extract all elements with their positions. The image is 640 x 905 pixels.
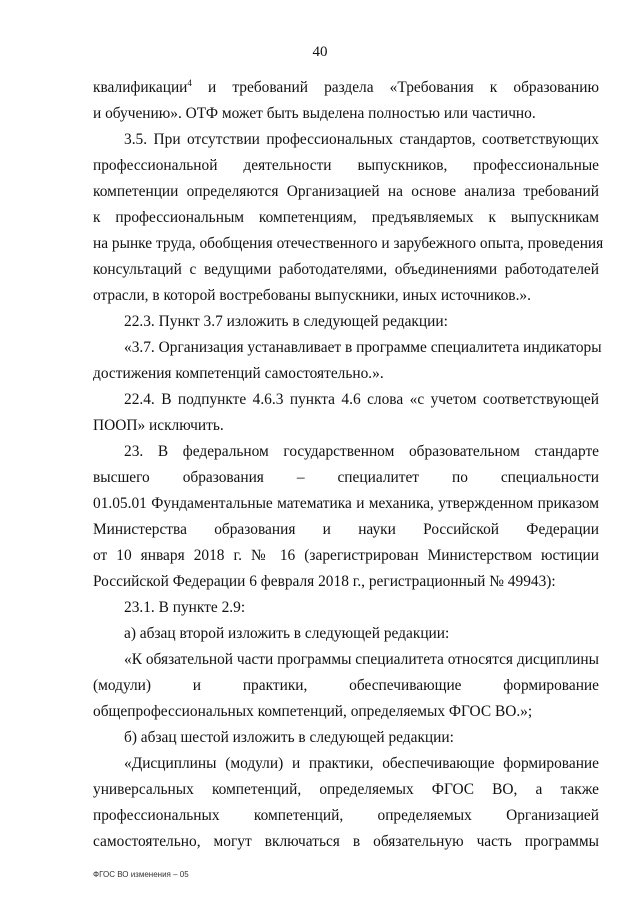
text-line: 23. В федеральном государственном образовательном стандарте	[124, 443, 599, 460]
text-line: от 10 января 2018 г. № 16 (зарегистрирован Министерством юстиции	[93, 547, 599, 564]
text-line: 23.1. В пункте 2.9:	[124, 599, 246, 616]
text-line: 01.05.01 Фундаментальные математика и механика, утвержденном приказом	[93, 495, 599, 512]
text-line: «К обязательной части программы специалитета относятся дисциплины	[124, 651, 599, 668]
text-fragment: квалификации	[93, 79, 188, 96]
text-line: профессиональных компетенций, определяемых Организацией	[93, 807, 599, 824]
text-line: 22.4. В подпункте 4.6.3 пункта 4.6 слова «с учетом соответствующей	[124, 391, 599, 408]
footnote-marker: 4	[187, 77, 192, 88]
text-line: общепрофессиональных компетенций, определяемых ФГОС ВО.»;	[93, 703, 533, 720]
footer-note: ФГОС ВО изменения – 05	[93, 870, 189, 879]
text-line: Российской Федерации 6 февраля 2018 г., регистрационный № 49943):	[93, 573, 556, 590]
text-line: 3.5. При отсутствии профессиональных стандартов, соответствующих	[124, 131, 599, 148]
text-line: ПООП» исключить.	[93, 417, 224, 434]
page-number: 40	[312, 44, 328, 60]
text-line: консультаций с ведущими работодателями, объединениями работодателей	[93, 261, 599, 278]
text-line: а) абзац второй изложить в следующей редакции:	[124, 625, 450, 642]
text-line: и обучению». ОТФ может быть выделена полностью или частично.	[93, 105, 536, 122]
text-line: (модули) и практики, обеспечивающие формирование	[93, 677, 599, 694]
text-line	[93, 79, 599, 97]
text-line: «Дисциплины (модули) и практики, обеспечивающие формирование	[124, 755, 599, 772]
text-line: б) абзац шестой изложить в следующей редакции:	[124, 729, 454, 746]
text-line: профессиональной деятельности выпускников, профессиональные	[93, 157, 599, 174]
text-line: высшего образования – специалитет по специальности	[93, 469, 599, 486]
text-line: универсальных компетенций, определяемых ФГОС ВО, а также	[93, 781, 599, 798]
text-line: «3.7. Организация устанавливает в программе специалитета индикаторы	[124, 339, 602, 356]
text-line: к профессиональным компетенциям, предъявляемых к выпускникам	[93, 209, 599, 226]
text-line: достижения компетенций самостоятельно.».	[93, 365, 384, 382]
text-line: самостоятельно, могут включаться в обязательную часть программы	[93, 833, 599, 850]
text-line: компетенции определяются Организацией на основе анализа требований	[93, 183, 599, 200]
text-line: Министерства образования и науки Российской Федерации	[93, 521, 599, 538]
text-line: на рынке труда, обобщения отечественного и зарубежного опыта, проведения	[93, 235, 604, 252]
text-line: отрасли, в которой востребованы выпускники, иных источников.».	[93, 287, 531, 304]
text-line: 22.3. Пункт 3.7 изложить в следующей редакции:	[124, 313, 448, 330]
text-fragment: и требований раздела «Требования к образованию	[191, 79, 599, 96]
